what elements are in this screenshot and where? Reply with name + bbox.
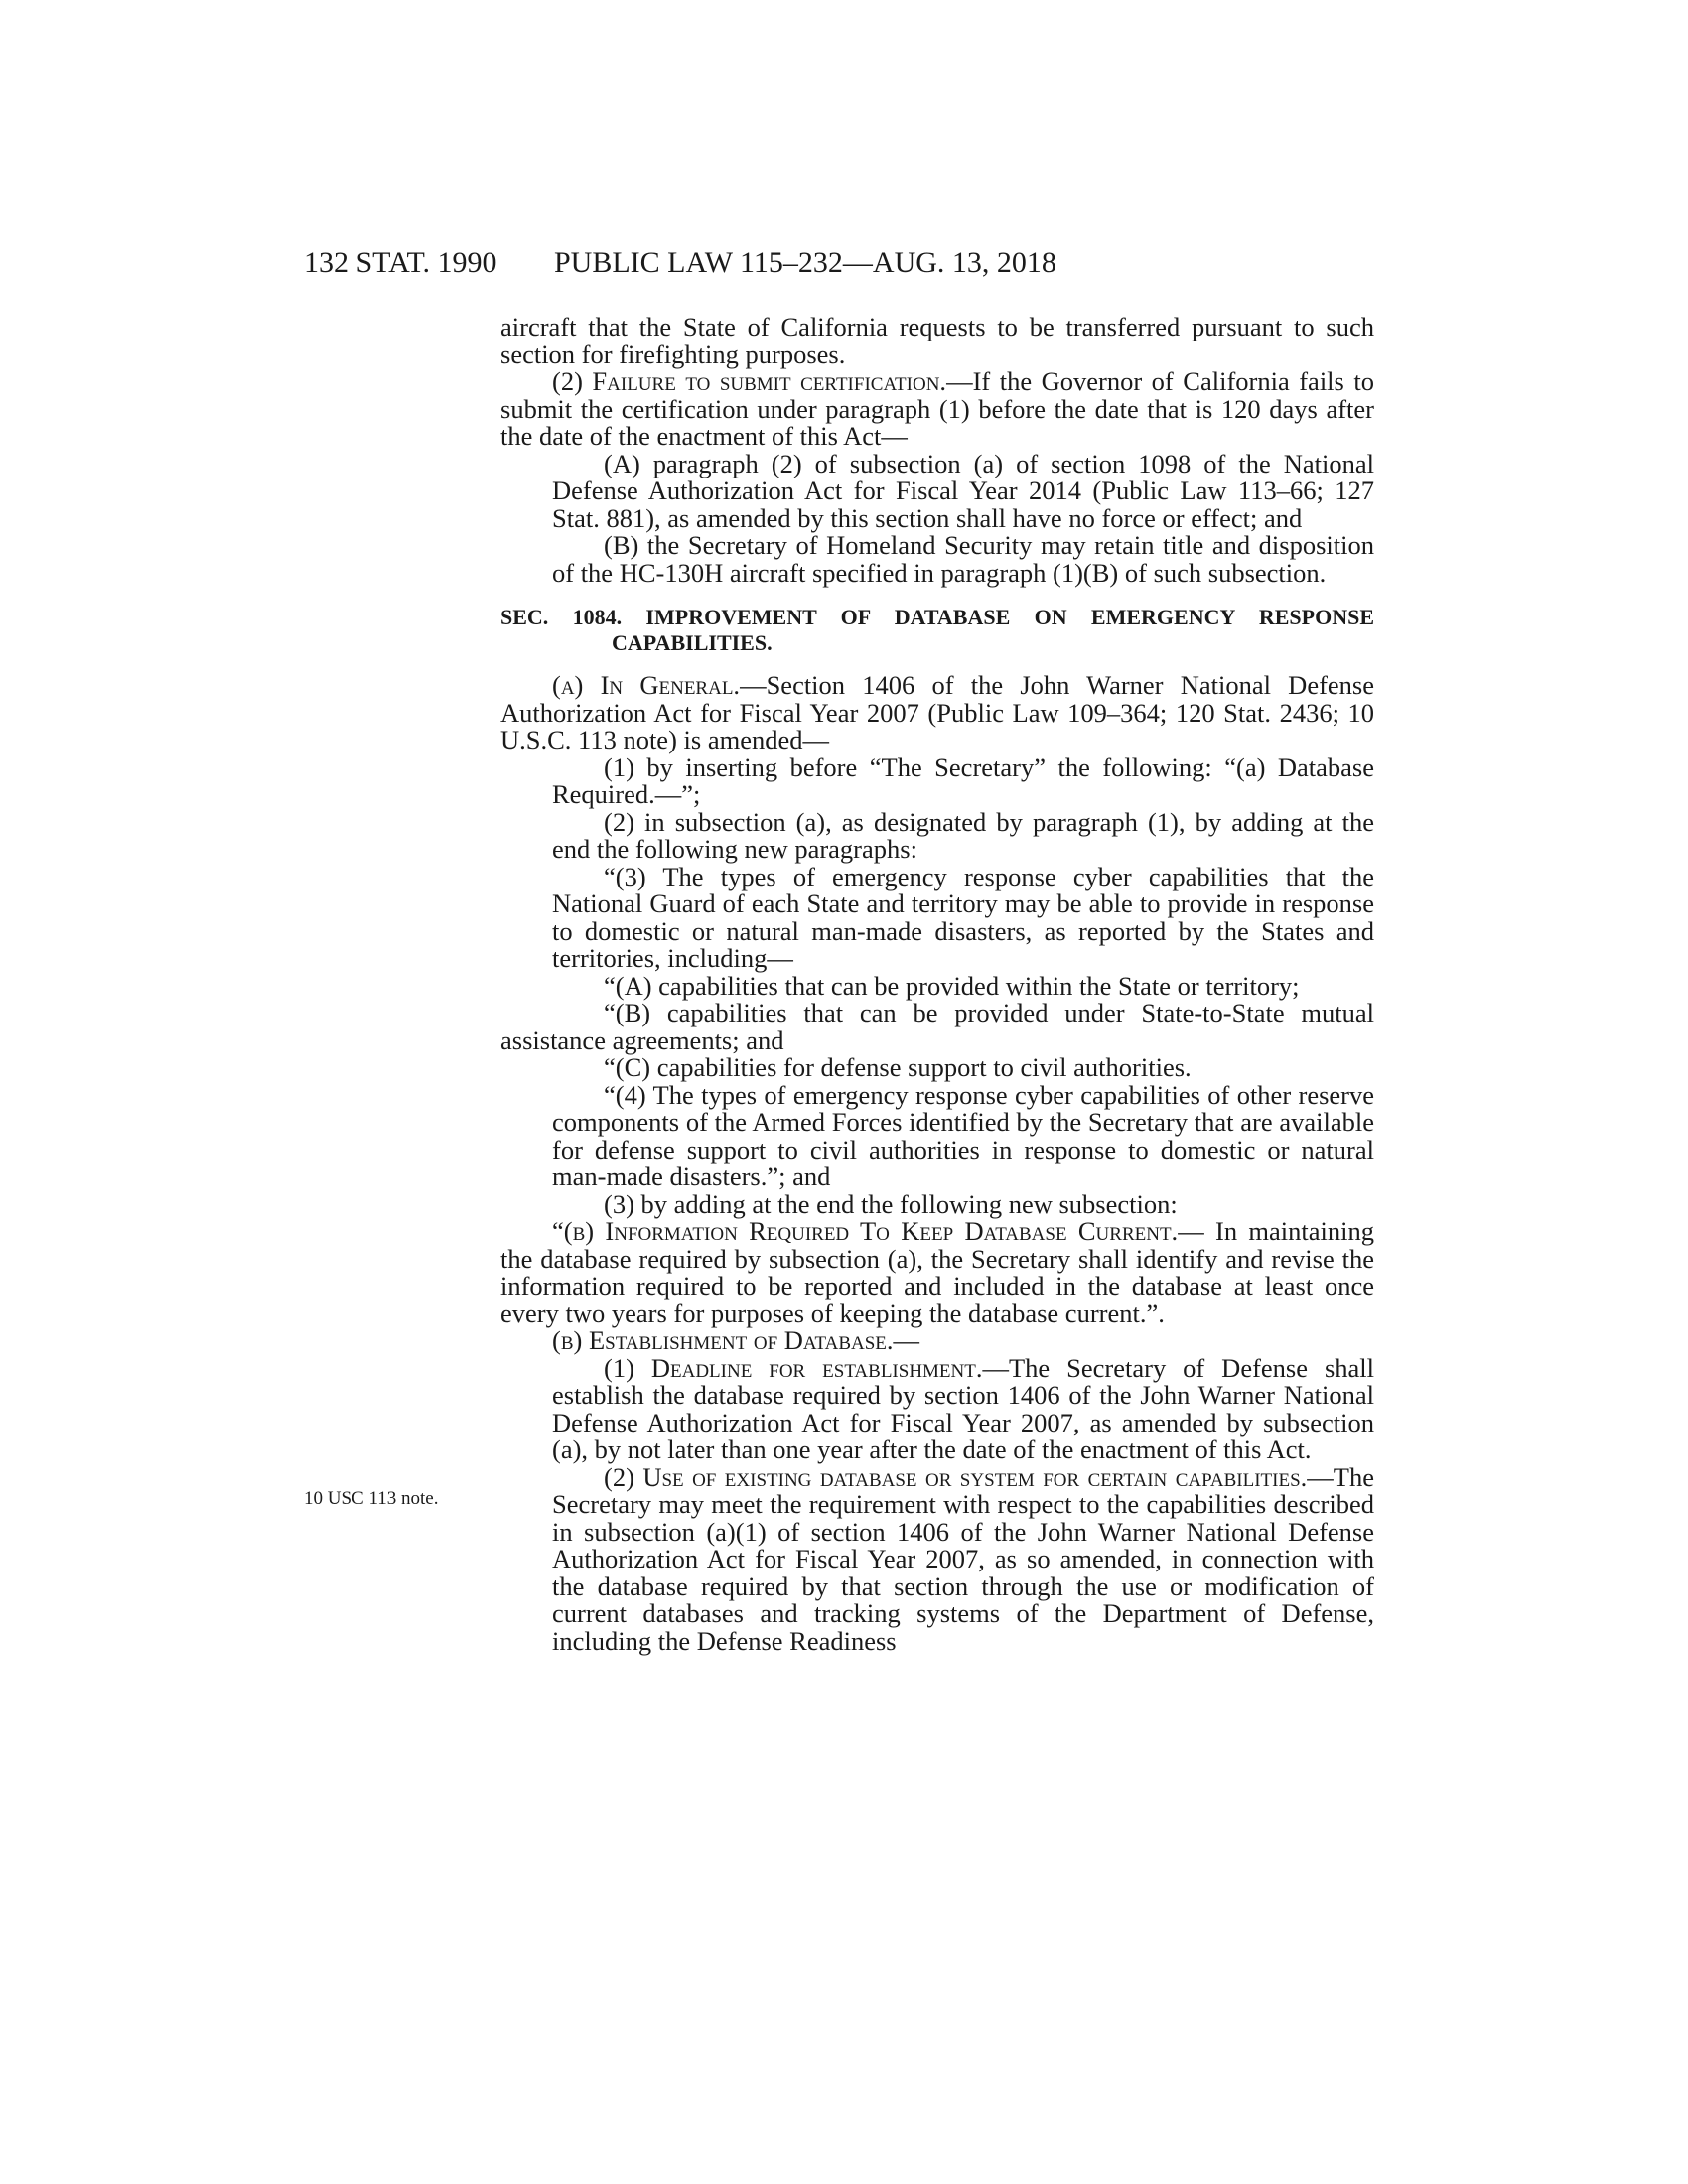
subsection-b-paragraph-2-text: —The Secretary may meet the requirement with respect to the capabilities described in subsection (a)(1) of section 1406 of the John Warner National Defense Authorization Act for Fiscal Year 2007, as so amended, in connection with the database required by that section through the use or modification of current databases and tracking systems of the Department of Defense, including the Defense Readiness [552,1461,1374,1656]
subparagraph-2A: (A) paragraph (2) of subsection (a) of section 1098 of the National Defense Authorization Act for Fiscal Year 2014 (Public Law 113–66; 127 Stat. 881), as amended by this section shall have no force or effect; and [552,448,1374,533]
subsection-b-paragraph-1 [500,1352,1374,1464]
quoted-subparagraph-3B: “(B) capabilities that can be provided under State-to-State mutual assistance agreements; and [500,998,1374,1055]
paragraph-2-text: —If the Governor of California fails to submit the certification under paragraph (1) before the date that is 120 days after the date of the enactment of this Act— [500,366,1374,451]
quoted-subparagraph-3A: “(A) capabilities that can be provided within the State or territory; [604,970,1300,1001]
subsection-b-dash: — [893,1325,920,1355]
subsection-b-paragraph-1-text: —The Secretary of Defense shall establish the database required by section 1406 of the John Warner National Defense Authorization Act for Fiscal Year 2007, as amended by subsection (a), by not later than one year after the date of the enactment of this Act. [552,1352,1374,1464]
subsection-a-text: —Section 1406 of the John Warner National Defense Authorization Act for Fiscal Year 2007 (Public Law 109–364; 120 Stat. 2436; 10 U.S.C. 113 note) is amended— [500,670,1374,754]
amendment-2: (2) in subsection (a), as designated by paragraph (1), by adding at the end the following new paragraphs: [552,806,1374,864]
subsection-b-paragraph-1-heading: (1) Deadline for establishment. [604,1352,983,1383]
stat-page-number: 132 STAT. 1990 [304,246,497,279]
amendment-1: (1) by inserting before “The Secretary” the following: “(a) Database Required.—”; [552,751,1374,809]
paragraph-continuation: aircraft that the State of California requests to be transferred pursuant to such section for firefighting purposes. [500,312,1374,369]
page-header [304,246,1370,286]
subparagraph-2B: (B) the Secretary of Homeland Security may retain title and disposition of the HC-130H aircraft specified in paragraph (1)(B) of such subsection. [552,530,1374,588]
quoted-subsection-b-text: — In maintaining the database required by subsection (a), the Secretary shall identify and revise the information required to be reported and included in the database at least once every two years for purposes of keeping the database current.”. [500,1216,1374,1328]
quoted-paragraph-3: “(3) The types of emergency response cyber capabilities that the National Guard of each State and territory may be able to provide in response to domestic or natural man-made disasters, as reported by the States and territories, including— [552,861,1374,973]
margin-citation-note: 10 USC 113 note. [304,1488,439,1509]
document-body [500,314,1374,1655]
subsection-b [500,1327,1374,1355]
subsection-b-paragraph-2-heading: (2) Use of existing database or system for certain capabilities. [604,1461,1308,1492]
paragraph-2 [500,368,1374,451]
subsection-a-heading: (a) In General. [552,670,741,700]
paragraph-2-heading: (2) Failure to submit certification. [552,366,947,396]
subsection-b-heading: (b) Establishment of Database. [552,1325,894,1355]
amendment-3: (3) by adding at the end the following new subsection: [604,1188,1178,1219]
public-law-title: PUBLIC LAW 115–232—AUG. 13, 2018 [554,246,1056,279]
quoted-subsection-b-heading: “(b) Information Required To Keep Database Current. [552,1216,1179,1246]
quoted-paragraph-4: “(4) The types of emergency response cyber capabilities of other reserve components of the Armed Forces identified by the Secretary that are available for defense support to civil authorities in response to domestic or natural man-made disasters.”; and [552,1079,1374,1191]
subsection-a [500,672,1374,754]
quoted-subparagraph-3C: “(C) capabilities for defense support to civil authorities. [604,1052,1192,1082]
quoted-subsection-b [500,1218,1374,1327]
subsection-b-paragraph-2 [500,1461,1374,1656]
section-heading: SEC. 1084. IMPROVEMENT OF DATABASE ON EMERGENCY RESPONSE CAPABILITIES. [500,605,1374,655]
